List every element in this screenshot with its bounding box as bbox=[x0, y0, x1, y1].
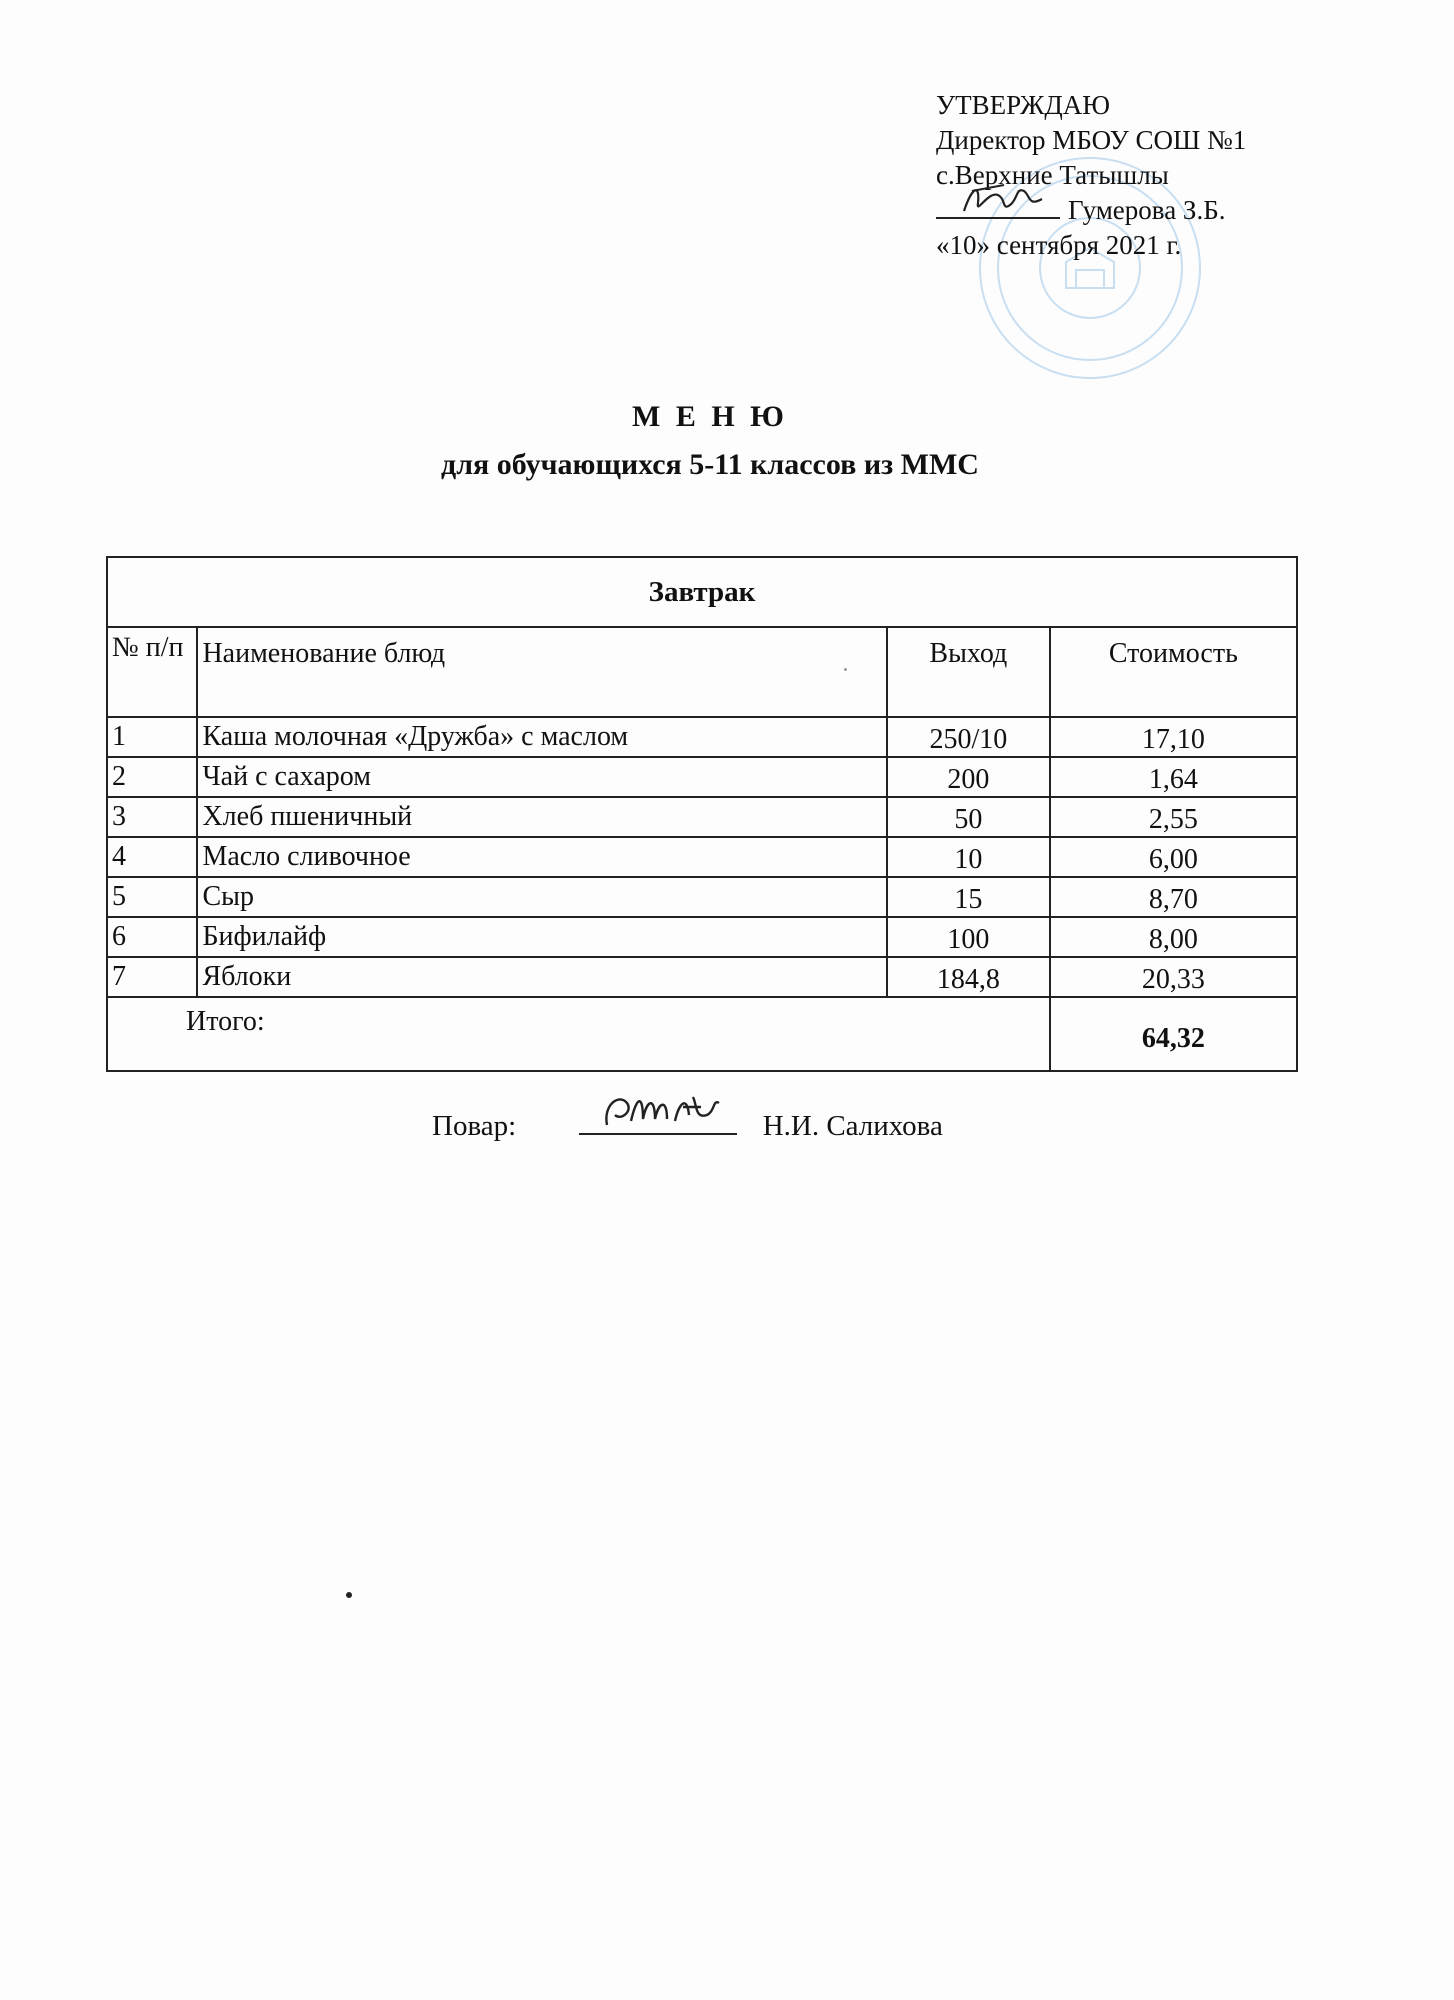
document-subtitle: для обучающихся 5-11 классов из ММС bbox=[441, 448, 979, 481]
row-num: 3 bbox=[107, 797, 197, 837]
row-output: 50 bbox=[887, 797, 1050, 837]
approval-position: Директор МБОУ СОШ №1 bbox=[936, 125, 1247, 155]
header-row bbox=[107, 627, 1297, 717]
row-name: Каша молочная «Дружба» с маслом bbox=[197, 717, 886, 757]
approval-heading: УТВЕРЖДАЮ bbox=[936, 90, 1111, 120]
cook-signature-icon bbox=[597, 1085, 727, 1135]
row-output: 15 bbox=[887, 877, 1050, 917]
row-num: 4 bbox=[107, 837, 197, 877]
header-output: Выход bbox=[887, 627, 1050, 717]
row-cost: 8,70 bbox=[1050, 877, 1297, 917]
director-signature-icon bbox=[958, 177, 1048, 221]
row-cost: 8,00 bbox=[1050, 917, 1297, 957]
row-cost: 2,55 bbox=[1050, 797, 1297, 837]
scan-speck bbox=[844, 668, 847, 671]
approval-date: «10» сентября 2021 г. bbox=[936, 230, 1182, 260]
row-output: 250/10 bbox=[887, 717, 1050, 757]
table-row bbox=[107, 797, 1297, 837]
total-row bbox=[107, 997, 1297, 1071]
row-num: 6 bbox=[107, 917, 197, 957]
row-output: 100 bbox=[887, 917, 1050, 957]
row-num: 7 bbox=[107, 957, 197, 997]
director-signature-line bbox=[936, 195, 1060, 219]
row-cost: 6,00 bbox=[1050, 837, 1297, 877]
row-name: Масло сливочное bbox=[197, 837, 886, 877]
row-name: Хлеб пшеничный bbox=[197, 797, 886, 837]
row-cost: 17,10 bbox=[1050, 717, 1297, 757]
table-row bbox=[107, 957, 1297, 997]
section-title: Завтрак bbox=[107, 557, 1297, 627]
row-num: 5 bbox=[107, 877, 197, 917]
cook-signature-block bbox=[432, 1110, 943, 1143]
table-row bbox=[107, 917, 1297, 957]
row-output: 184,8 bbox=[887, 957, 1050, 997]
row-output: 200 bbox=[887, 757, 1050, 797]
row-name: Чай с сахаром bbox=[197, 757, 886, 797]
cook-label: Повар: bbox=[432, 1110, 517, 1142]
row-output: 10 bbox=[887, 837, 1050, 877]
document-title: М Е Н Ю bbox=[632, 400, 788, 433]
table-row bbox=[107, 757, 1297, 797]
row-name: Бифилайф bbox=[197, 917, 886, 957]
header-name: Наименование блюд bbox=[197, 627, 886, 717]
row-cost: 20,33 bbox=[1050, 957, 1297, 997]
table-row bbox=[107, 877, 1297, 917]
row-num: 1 bbox=[107, 717, 197, 757]
total-value: 64,32 bbox=[1050, 997, 1297, 1071]
table-row bbox=[107, 717, 1297, 757]
approval-location: с.Верхние Татышлы bbox=[936, 160, 1169, 190]
table-row bbox=[107, 837, 1297, 877]
row-name: Сыр bbox=[197, 877, 886, 917]
row-name: Яблоки bbox=[197, 957, 886, 997]
section-row bbox=[107, 557, 1297, 627]
cook-signature-line bbox=[579, 1111, 737, 1135]
row-num: 2 bbox=[107, 757, 197, 797]
header-num: № п/п bbox=[107, 627, 197, 717]
director-name: Гумерова З.Б. bbox=[1068, 195, 1226, 225]
header-cost: Стоимость bbox=[1050, 627, 1297, 717]
total-label: Итого: bbox=[107, 997, 1050, 1071]
approval-signature-row bbox=[936, 193, 1246, 228]
row-cost: 1,64 bbox=[1050, 757, 1297, 797]
approval-block bbox=[936, 88, 1246, 263]
scan-speck bbox=[346, 1592, 352, 1598]
menu-table bbox=[106, 556, 1298, 1072]
cook-name: Н.И. Салихова bbox=[762, 1110, 943, 1142]
